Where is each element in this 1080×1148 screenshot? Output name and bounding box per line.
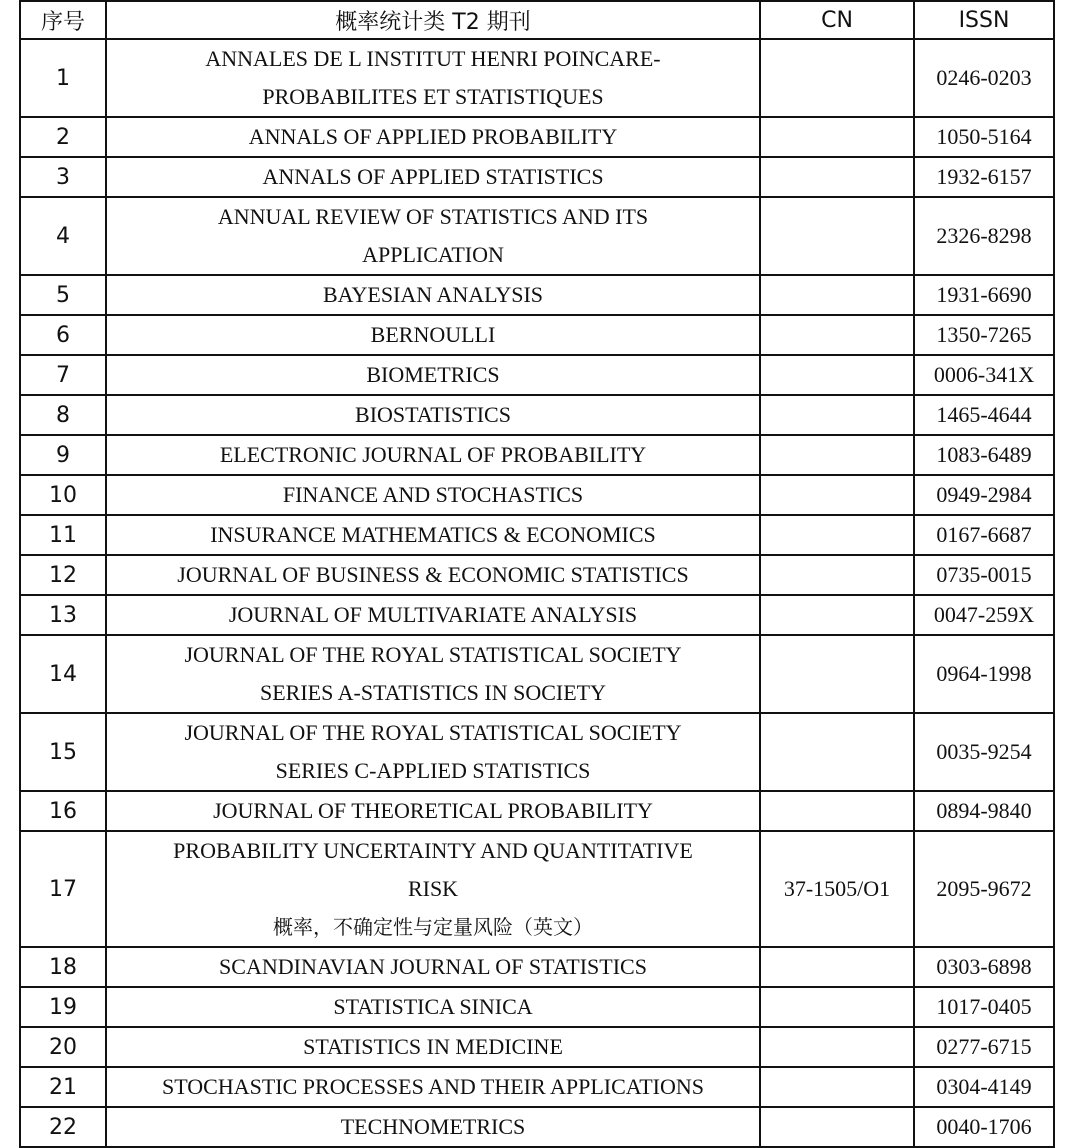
journal-title-line: BAYESIAN ANALYSIS xyxy=(322,282,544,307)
row-number: 4 xyxy=(20,197,106,275)
row-number: 18 xyxy=(20,947,106,987)
cn-code xyxy=(760,635,914,713)
row-number: 7 xyxy=(20,355,106,395)
row-number: 17 xyxy=(20,831,106,947)
journal-title-line: JOURNAL OF THE ROYAL STATISTICAL SOCIETY xyxy=(184,642,682,667)
journal-title-line: TECHNOMETRICS xyxy=(340,1114,526,1139)
issn-code: 0040-1706 xyxy=(914,1107,1054,1147)
journal-title-line: ANNALES DE L INSTITUT HENRI POINCARE- xyxy=(205,46,661,71)
journal-title xyxy=(106,1067,760,1107)
journal-title-line: JOURNAL OF THEORETICAL PROBABILITY xyxy=(213,798,653,823)
table-row xyxy=(20,947,1054,987)
table-row xyxy=(20,435,1054,475)
journal-title xyxy=(106,1107,760,1147)
issn-code: 0303-6898 xyxy=(914,947,1054,987)
journal-title-line: STOCHASTIC PROCESSES AND THEIR APPLICATIONS xyxy=(162,1074,704,1099)
journal-title-line: INSURANCE MATHEMATICS & ECONOMICS xyxy=(210,522,656,547)
cn-code xyxy=(760,947,914,987)
journal-title-line: SERIES C-APPLIED STATISTICS xyxy=(275,758,591,783)
journal-title-line: ANNUAL REVIEW OF STATISTICS AND ITS xyxy=(217,204,649,229)
table-row xyxy=(20,475,1054,515)
issn-code: 0246-0203 xyxy=(914,39,1054,117)
journal-title xyxy=(106,947,760,987)
issn-code: 1931-6690 xyxy=(914,275,1054,315)
header-row xyxy=(20,1,1054,39)
journal-title-line: RISK xyxy=(407,876,459,901)
cn-code xyxy=(760,395,914,435)
journal-title xyxy=(106,157,760,197)
cn-code xyxy=(760,435,914,475)
table-row xyxy=(20,1027,1054,1067)
cn-code xyxy=(760,1027,914,1067)
journal-title-line: SCANDINAVIAN JOURNAL OF STATISTICS xyxy=(219,954,647,979)
journal-title xyxy=(106,355,760,395)
cn-code xyxy=(760,987,914,1027)
table-row xyxy=(20,831,1054,947)
row-number: 12 xyxy=(20,555,106,595)
table-row xyxy=(20,117,1054,157)
journal-title xyxy=(106,595,760,635)
cn-code xyxy=(760,713,914,791)
row-number: 9 xyxy=(20,435,106,475)
header-cn: CN xyxy=(760,1,914,39)
table-row xyxy=(20,1107,1054,1147)
issn-code: 1017-0405 xyxy=(914,987,1054,1027)
table-row xyxy=(20,395,1054,435)
journal-title-line: APPLICATION xyxy=(362,242,504,267)
journal-title xyxy=(106,987,760,1027)
journal-title-line: STATISTICS IN MEDICINE xyxy=(303,1034,563,1059)
issn-code: 2326-8298 xyxy=(914,197,1054,275)
journal-title xyxy=(106,515,760,555)
row-number: 1 xyxy=(20,39,106,117)
header-issn: ISSN xyxy=(914,1,1054,39)
cn-code xyxy=(760,555,914,595)
issn-code: 0006-341X xyxy=(914,355,1054,395)
journal-title xyxy=(106,555,760,595)
journal-title-line: ANNALS OF APPLIED STATISTICS xyxy=(262,164,604,189)
cn-code xyxy=(760,315,914,355)
table-row xyxy=(20,515,1054,555)
header-seq: 序号 xyxy=(20,1,106,39)
journal-title-line: BERNOULLI xyxy=(370,322,496,347)
table-row xyxy=(20,1067,1054,1107)
cn-code xyxy=(760,117,914,157)
issn-code: 1465-4644 xyxy=(914,395,1054,435)
cn-code xyxy=(760,475,914,515)
journal-title-line: BIOSTATISTICS xyxy=(355,402,511,427)
table-row xyxy=(20,197,1054,275)
table-row xyxy=(20,595,1054,635)
journal-title-line: JOURNAL OF MULTIVARIATE ANALYSIS xyxy=(228,602,638,627)
issn-code: 0304-4149 xyxy=(914,1067,1054,1107)
journal-title-line: PROBABILITES ET STATISTIQUES xyxy=(262,84,604,109)
journal-title xyxy=(106,275,760,315)
cn-code xyxy=(760,791,914,831)
journal-title-line: JOURNAL OF BUSINESS & ECONOMIC STATISTICS xyxy=(177,562,689,587)
row-number: 11 xyxy=(20,515,106,555)
journal-title xyxy=(106,435,760,475)
row-number: 14 xyxy=(20,635,106,713)
row-number: 19 xyxy=(20,987,106,1027)
journal-title xyxy=(106,197,760,275)
table-row xyxy=(20,555,1054,595)
cn-code xyxy=(760,515,914,555)
issn-code: 0047-259X xyxy=(914,595,1054,635)
row-number: 2 xyxy=(20,117,106,157)
row-number: 22 xyxy=(20,1107,106,1147)
table-row xyxy=(20,713,1054,791)
table-row xyxy=(20,987,1054,1027)
row-number: 21 xyxy=(20,1067,106,1107)
cn-code xyxy=(760,355,914,395)
row-number: 15 xyxy=(20,713,106,791)
header-title: 概率统计类 T2 期刊 xyxy=(106,1,760,39)
cn-code xyxy=(760,595,914,635)
table-row xyxy=(20,635,1054,713)
cn-code xyxy=(760,275,914,315)
issn-code: 0735-0015 xyxy=(914,555,1054,595)
row-number: 6 xyxy=(20,315,106,355)
journal-title-line: BIOMETRICS xyxy=(366,362,500,387)
journal-title-line: 概率，不确定性与定量风险（英文） xyxy=(273,915,593,939)
issn-code: 0949-2984 xyxy=(914,475,1054,515)
issn-code: 0167-6687 xyxy=(914,515,1054,555)
journal-title-line: JOURNAL OF THE ROYAL STATISTICAL SOCIETY xyxy=(184,720,682,745)
table-row xyxy=(20,315,1054,355)
table-body xyxy=(20,39,1054,1147)
issn-code: 1932-6157 xyxy=(914,157,1054,197)
journal-title xyxy=(106,791,760,831)
cn-code xyxy=(760,1067,914,1107)
journal-title xyxy=(106,395,760,435)
cn-code: 37-1505/O1 xyxy=(760,831,914,947)
journal-title xyxy=(106,713,760,791)
cn-code xyxy=(760,157,914,197)
table-row xyxy=(20,355,1054,395)
issn-code: 1083-6489 xyxy=(914,435,1054,475)
table-row xyxy=(20,791,1054,831)
cn-code xyxy=(760,39,914,117)
row-number: 10 xyxy=(20,475,106,515)
issn-code: 1350-7265 xyxy=(914,315,1054,355)
issn-code: 1050-5164 xyxy=(914,117,1054,157)
issn-code: 0964-1998 xyxy=(914,635,1054,713)
journal-title-line: SERIES A-STATISTICS IN SOCIETY xyxy=(260,680,606,705)
cn-code xyxy=(760,1107,914,1147)
journal-title xyxy=(106,315,760,355)
journal-table xyxy=(19,0,1055,1148)
journal-title-line: STATISTICA SINICA xyxy=(333,994,533,1019)
table-row xyxy=(20,275,1054,315)
row-number: 5 xyxy=(20,275,106,315)
row-number: 8 xyxy=(20,395,106,435)
journal-title xyxy=(106,475,760,515)
issn-code: 0035-9254 xyxy=(914,713,1054,791)
issn-code: 0277-6715 xyxy=(914,1027,1054,1067)
journal-title xyxy=(106,635,760,713)
journal-title xyxy=(106,117,760,157)
journal-title-line: PROBABILITY UNCERTAINTY AND QUANTITATIVE xyxy=(173,838,693,863)
row-number: 20 xyxy=(20,1027,106,1067)
journal-title-line: FINANCE AND STOCHASTICS xyxy=(282,482,584,507)
row-number: 13 xyxy=(20,595,106,635)
row-number: 3 xyxy=(20,157,106,197)
cn-code xyxy=(760,197,914,275)
table-row xyxy=(20,39,1054,117)
row-number: 16 xyxy=(20,791,106,831)
table-row xyxy=(20,157,1054,197)
issn-code: 2095-9672 xyxy=(914,831,1054,947)
journal-title xyxy=(106,1027,760,1067)
journal-title-line: ANNALS OF APPLIED PROBABILITY xyxy=(248,124,618,149)
journal-title xyxy=(106,831,760,947)
issn-code: 0894-9840 xyxy=(914,791,1054,831)
journal-title xyxy=(106,39,760,117)
journal-title-line: ELECTRONIC JOURNAL OF PROBABILITY xyxy=(219,442,647,467)
